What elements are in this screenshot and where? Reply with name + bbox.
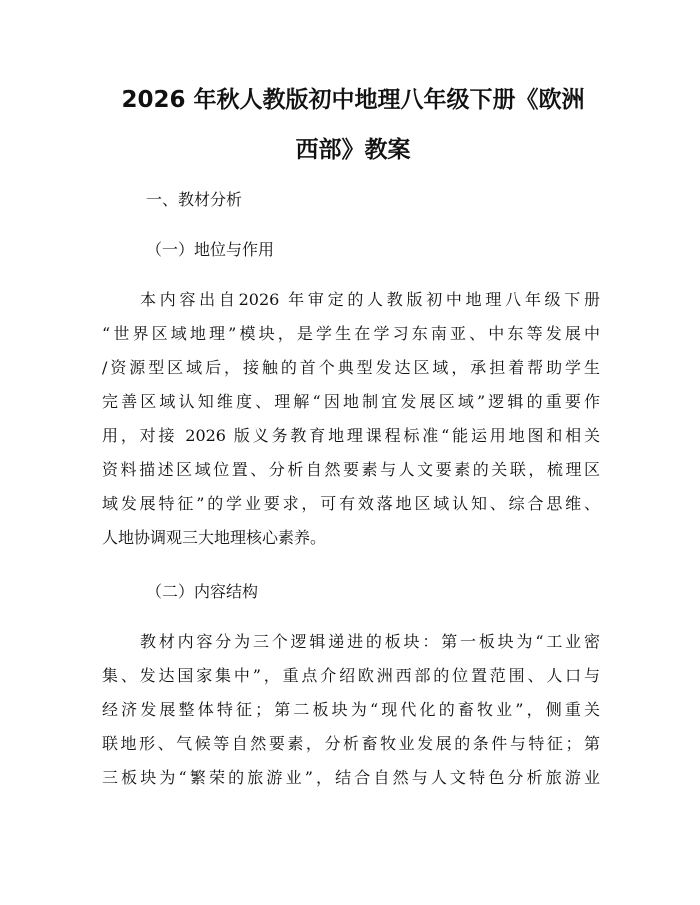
document-title-line-1: 2026 年秋人教版初中地理八年级下册《欧洲 [121,87,585,113]
paragraph-line: 本内容出自2026 年审定的人教版初中地理八年级下册 [140,290,600,309]
paragraph-line: 域发展特征”的学业要求，可有效落地区域认知、综合思维、 [102,494,600,513]
paragraph-line: 联地形、气候等自然要素，分析畜牧业发展的条件与特征；第 [102,734,600,753]
subsection-heading-content-structure: （二）内容结构 [146,582,259,601]
paragraph-line: 教材内容分为三个逻辑递进的板块：第一板块为“工业密 [140,632,600,651]
section-heading-textbook-analysis: 一、教材分析 [146,190,243,209]
paragraph-line: 资料描述区域位置、分析自然要素与人文要素的关联，梳理区 [102,460,600,479]
paragraph-line: /资源型区域后，接触的首个典型发达区域，承担着帮助学生 [102,358,600,377]
paragraph-line: 经济发展整体特征；第二板块为“现代化的畜牧业”，侧重关 [102,700,600,719]
paragraph-line: 集、发达国家集中”，重点介绍欧洲西部的位置范围、人口与 [102,666,600,685]
paragraph-line: “世界区域地理”模块，是学生在学习东南亚、中东等发展中 [102,324,600,343]
paragraph-line: 人地协调观三大地理核心素养。 [102,528,327,547]
paragraph-line: 完善区域认知维度、理解“因地制宜发展区域”逻辑的重要作 [102,392,600,411]
paragraph-line: 用，对接 2026 版义务教育地理课程标准“能运用地图和相关 [102,426,600,445]
document-title-line-2: 西部》教案 [295,137,411,163]
subsection-heading-position-role: （一）地位与作用 [146,240,275,259]
paragraph-line: 三板块为“繁荣的旅游业”，结合自然与人文特色分析旅游业 [102,768,600,787]
